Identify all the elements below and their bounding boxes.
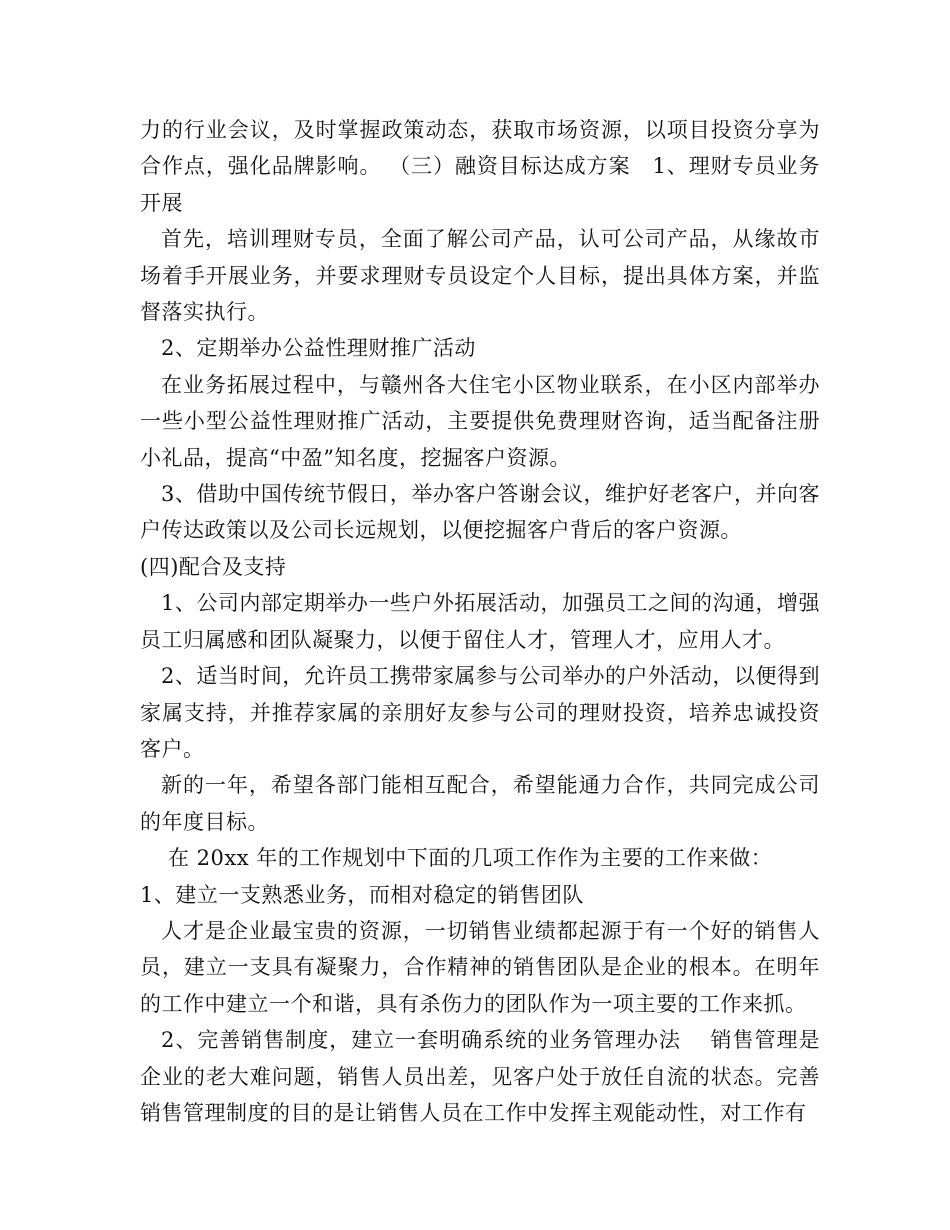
paragraph-1: 力的行业会议，及时掌握政策动态，获取市场资源，以项目投资分享为合作点，强化品牌影响。 （三）融资目标达成方案 1、理财专员业务开展 — [140, 118, 820, 215]
document-body — [140, 112, 820, 1131]
paragraph-10: 在 20xx 年的工作规划中下面的几项工作作为主要的工作来做： — [168, 846, 773, 871]
paragraph-7: 1、公司内部定期举办一些户外拓展活动，加强员工之间的沟通，增强员工归属感和团队凝聚力，以便于留住人才，管理人才，应用人才。 — [140, 591, 820, 652]
paragraph-13: 2、完善销售制度，建立一套明确系统的业务管理办法 销售管理是企业的老大难问题，销售人员出差，见客户处于放任自流的状态。完善销售管理制度的目的是让销售人员在工作中发挥主观能动性，对工作有 — [140, 1028, 820, 1125]
paragraph-12: 人才是企业最宝贵的资源，一切销售业绩都起源于有一个好的销售人员，建立一支具有凝聚力，合作精神的销售团队是企业的根本。在明年的工作中建立一个和谐，具有杀伤力的团队作为一项主要的工作来抓。 — [140, 918, 820, 1016]
paragraph-5: 3、借助中国传统节假日，举办客户答谢会议，维护好老客户，并向客户传达政策以及公司长远规划，以便挖掘客户背后的客户资源。 — [140, 482, 820, 543]
paragraph-4: 在业务拓展过程中，与赣州各大住宅小区物业联系，在小区内部举办一些小型公益性理财推广活动，主要提供免费理财咨询，适当配备注册小礼品，提高“中盈”知名度，挖掘客户资源。 — [140, 372, 820, 470]
paragraph-2: 首先，培训理财专员，全面了解公司产品，认可公司产品，从缘故市场着手开展业务，并要求理财专员设定个人目标，提出具体方案，并监督落实执行。 — [140, 227, 820, 325]
paragraph-8: 2、适当时间，允许员工携带家属参与公司举办的户外活动，以便得到家属支持，并推荐家属的亲朋好友参与公司的理财投资，培养忠诚投资客户。 — [140, 664, 820, 761]
paragraph-3: 2、定期举办公益性理财推广活动 — [161, 336, 476, 361]
paragraph-6: (四)配合及支持 — [140, 554, 287, 579]
paragraph-11: 1、建立一支熟悉业务，而相对稳定的销售团队 — [140, 882, 584, 907]
paragraph-9: 新的一年，希望各部门能相互配合，希望能通力合作，共同完成公司的年度目标。 — [140, 773, 820, 834]
